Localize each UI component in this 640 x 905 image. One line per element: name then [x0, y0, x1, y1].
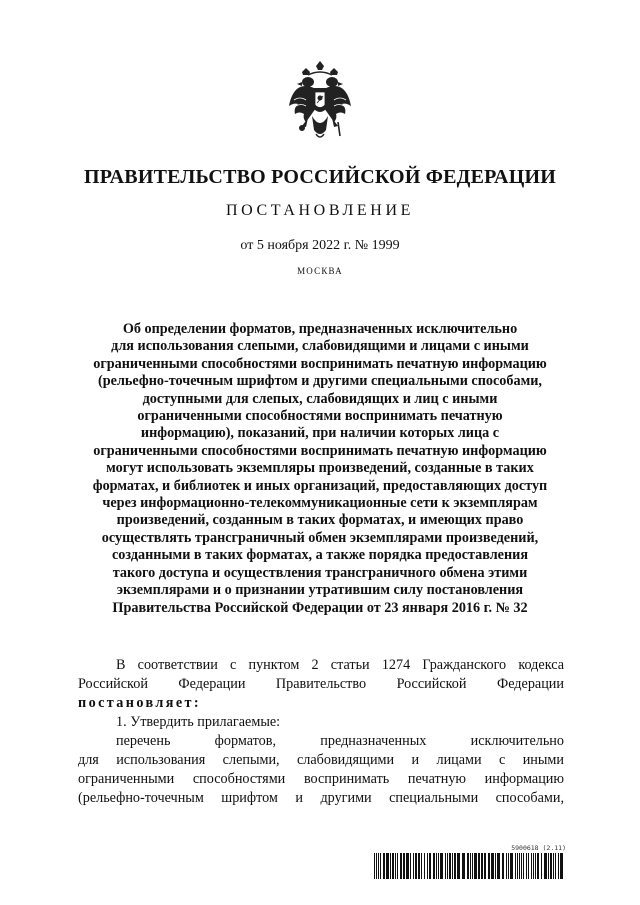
- heading-line: могут использовать экземпляры произведений, созданные в таких: [106, 460, 534, 477]
- barcode-code: 5900618 (2.11): [511, 844, 566, 852]
- heading-line: осуществлять трансграничный обмен экземплярами произведений,: [101, 529, 539, 546]
- barcode-bar: [383, 853, 385, 879]
- barcode-bar: [495, 853, 496, 879]
- barcode-bar: [474, 853, 477, 879]
- heading-line: такого доступа и осуществления трансграничного обмена этими: [112, 564, 528, 581]
- barcode-bar: [447, 853, 448, 879]
- resolves-keyword: постановляет:: [78, 695, 202, 711]
- heading-line: Правительства Российской Федерации от 23 января 2016 г. № 32: [112, 599, 528, 616]
- barcode-bar: [378, 853, 379, 879]
- barcode-bar: [380, 853, 381, 879]
- barcode-bar: [438, 853, 439, 879]
- barcode-bar: [478, 853, 480, 879]
- russian-coat-of-arms-icon: [286, 60, 354, 146]
- barcode-bar: [462, 853, 465, 879]
- heading-line: (рельефно-точечным шрифтом и другими специальными способами,: [98, 373, 542, 390]
- barcode-bar: [390, 853, 391, 879]
- heading-line: Об определении форматов, предназначенных исключительно: [122, 321, 518, 337]
- decree-body: [78, 656, 564, 808]
- barcode-bar: [415, 853, 417, 879]
- barcode-bar: [374, 853, 375, 879]
- barcode-bar: [376, 853, 377, 879]
- organization-title: ПРАВИТЕЛЬСТВО РОССИЙСКОЙ ФЕДЕРАЦИИ: [84, 166, 556, 188]
- document-date-number: от 5 ноября 2022 г. № 1999: [240, 238, 400, 253]
- barcode-bar: [418, 853, 420, 879]
- heading-line: через информационно-телекоммуникационные сети к экземплярам: [102, 495, 538, 512]
- barcode-bar: [550, 853, 552, 879]
- barcode-bar: [395, 853, 396, 879]
- barcode-bar: [472, 853, 473, 879]
- barcode-bar: [436, 853, 437, 879]
- decree-heading: [70, 321, 570, 617]
- barcode-bar: [521, 853, 522, 879]
- body-line: ограниченными способностями воспринимать печатную информацию: [78, 771, 564, 787]
- heading-line: ограниченными способностями воспринимать печатную информацию: [93, 442, 547, 459]
- heading-line: ограниченными способностями воспринимать печатную информацию: [93, 355, 547, 372]
- barcode-bar: [502, 853, 504, 879]
- barcode-bar: [526, 853, 527, 879]
- document-city: МОСКВА: [297, 266, 343, 276]
- heading-line: доступными для слепых, слабовидящих и лиц с иными: [142, 390, 498, 407]
- barcode-bar: [535, 853, 536, 879]
- barcode-bar: [429, 853, 431, 879]
- barcode-bar: [533, 853, 534, 879]
- barcode-bar: [523, 853, 524, 879]
- barcode-bar: [467, 853, 469, 879]
- barcode-bar: [510, 853, 513, 879]
- barcode-bar: [488, 853, 490, 879]
- heading-line: экземплярами и о признании утратившим силу постановления: [116, 582, 524, 599]
- heading-line: для использования слепыми, слабовидящими и лицами с иными: [111, 338, 529, 355]
- barcode-bar: [555, 853, 556, 879]
- barcode-bar: [481, 853, 483, 879]
- barcode-bar: [449, 853, 451, 879]
- barcode-bar: [491, 853, 494, 879]
- heading-line: созданными в таких форматах, а также порядка предоставления: [112, 547, 528, 564]
- barcode-bar: [544, 853, 547, 879]
- barcode-bar: [497, 853, 500, 879]
- body-line: для использования слепыми, слабовидящими и лицами с иными: [78, 752, 564, 768]
- body-line: (рельефно-точечным шрифтом и другими специальными способами,: [78, 790, 564, 806]
- barcode-bar: [410, 853, 411, 879]
- barcode-bar: [445, 853, 446, 879]
- barcode-bar: [406, 853, 409, 879]
- document-barcode: [374, 844, 566, 879]
- body-line: 1. Утвердить прилагаемые:: [116, 714, 281, 730]
- barcode-bar: [403, 853, 405, 879]
- barcode-bar: [413, 853, 414, 879]
- barcode-icon: [374, 853, 566, 879]
- barcode-bar: [470, 853, 471, 879]
- barcode-bar: [506, 853, 507, 879]
- barcode-bar: [440, 853, 443, 879]
- barcode-bar: [421, 853, 422, 879]
- barcode-bar: [454, 853, 456, 879]
- barcode-bar: [457, 853, 460, 879]
- body-line: В соответствии с пунктом 2 статьи 1274 Гражданского кодекса: [116, 657, 564, 673]
- barcode-bar: [484, 853, 486, 879]
- heading-line: форматах, и библиотек и иных организаций, предоставляющих доступ: [92, 477, 548, 494]
- barcode-bar: [519, 853, 520, 879]
- barcode-bar: [531, 853, 532, 879]
- body-line: Российской Федерации Правительство Российской Федерации: [78, 676, 564, 692]
- barcode-bar: [508, 853, 509, 879]
- barcode-bar: [397, 853, 398, 879]
- barcode-bar: [558, 853, 559, 879]
- barcode-bar: [515, 853, 516, 879]
- barcode-bar: [528, 853, 529, 879]
- barcode-bar: [427, 853, 428, 879]
- body-line: перечень форматов, предназначенных исключительно: [116, 733, 564, 749]
- document-type: ПОСТАНОВЛЕНИЕ: [226, 202, 414, 219]
- barcode-bar: [424, 853, 425, 879]
- barcode-bar: [386, 853, 389, 879]
- barcode-bar: [553, 853, 554, 879]
- barcode-bar: [433, 853, 435, 879]
- heading-line: ограниченными способностями воспринимать печатную: [137, 408, 503, 425]
- barcode-bar: [560, 853, 563, 879]
- barcode-bar: [392, 853, 394, 879]
- heading-line: информацию), показаний, при наличии которых лица с: [140, 425, 500, 442]
- heading-line: произведений, созданным в таких форматах, и имеющих право: [116, 512, 524, 529]
- barcode-bar: [400, 853, 402, 879]
- barcode-bar: [517, 853, 518, 879]
- barcode-bar: [548, 853, 549, 879]
- barcode-bar: [541, 853, 542, 879]
- barcode-bar: [537, 853, 539, 879]
- barcode-bar: [452, 853, 453, 879]
